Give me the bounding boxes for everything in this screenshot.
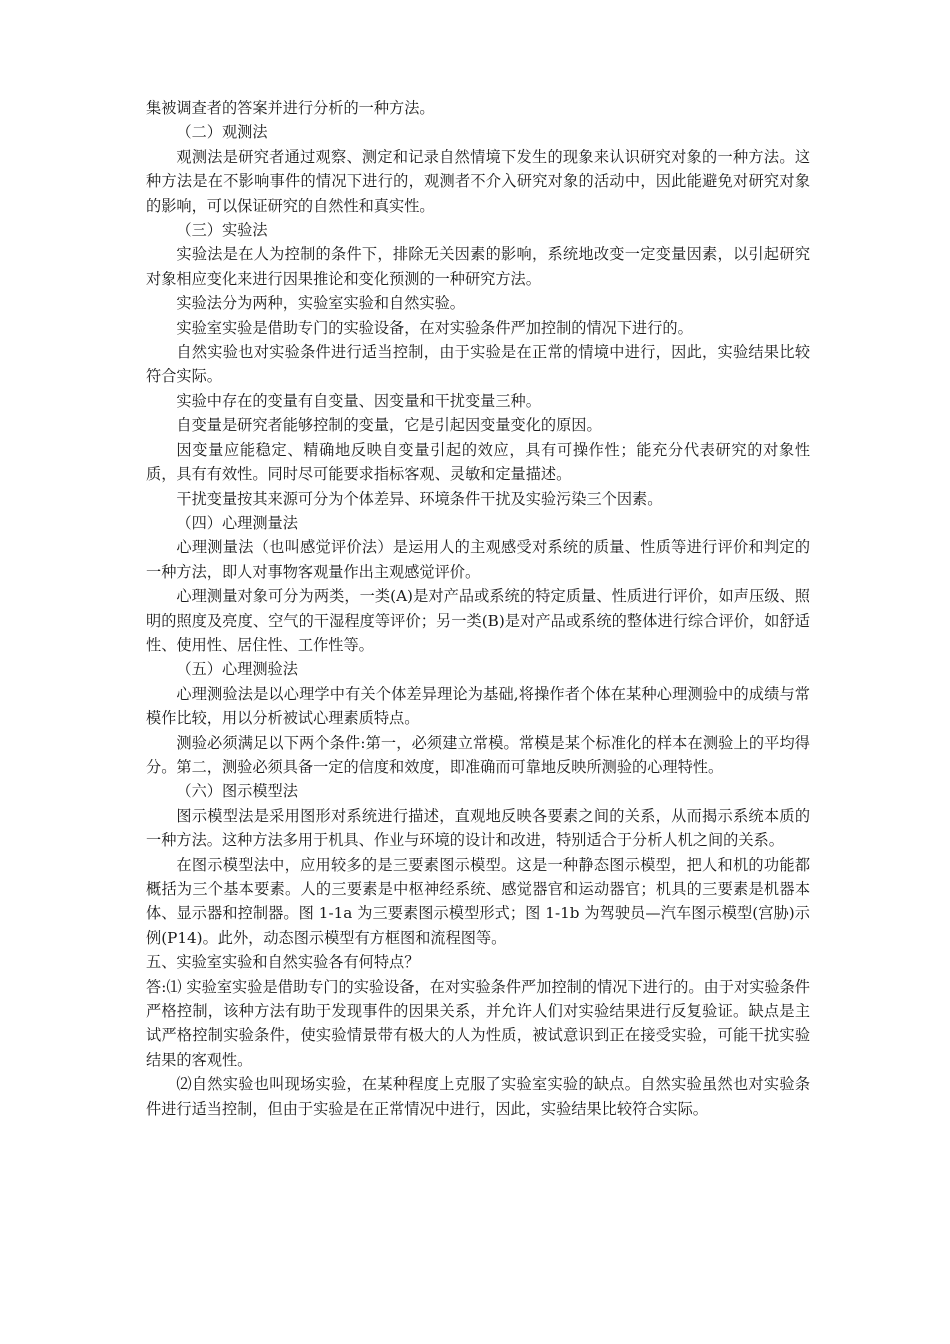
paragraph-continued: 集被调查者的答案并进行分析的一种方法。	[146, 99, 435, 117]
paragraph: 实验室实验是借助专门的实验设备，在对实验条件严加控制的情况下进行的。	[176, 318, 693, 337]
question-heading: 五、实验室实验和自然实验各有何特点？	[146, 953, 420, 972]
paragraph: 干扰变量按其来源可分为个体差异、环境条件干扰及实验污染三个因素。	[176, 489, 663, 508]
paragraph: 心理测量对象可分为两类，一类(A)是对产品或系统的特定质量、性质进行评价，如声压级、照明的照度及亮度、空气的干湿程度等评价；另一类(B)是对产品或系统的整体进行综合评价，如舒适性、使用性、居住性、工作性等。	[146, 587, 810, 654]
paragraph: 自然实验也对实验条件进行适当控制，由于实验是在正常的情境中进行，因此，实验结果比较符合实际。	[146, 343, 810, 386]
paragraph: 观测法是研究者通过观察、测定和记录自然情境下发生的现象来认识研究对象的一种方法。这种方法是在不影响事件的情况下进行的，观测者不介入研究对象的活动中，因此能避免对研究对象的影响，可以保证研究的自然性和真实性。	[146, 147, 810, 215]
paragraph: 心理测验法是以心理学中有关个体差异理论为基础,将操作者个体在某种心理测验中的成绩与常模作比较，用以分析被试心理素质特点。	[146, 684, 810, 728]
answer-paragraph: 答:⑴ 实验室实验是借助专门的实验设备，在对实验条件严加控制的情况下进行的。由于对实验条件严格控制，该种方法有助于发现事件的因果关系，并允许人们对实验结果进行反复验证。缺点是主试严格控制实验条件，使实验情景带有极大的人为性质，被试意识到正在接受实验，可能干扰实验结果的客观性。	[146, 977, 810, 1069]
paragraph: 心理测量法（也叫感觉评价法）是运用人的主观感受对系统的质量、性质等进行评价和判定的一种方法，即人对事物客观量作出主观感觉评价。	[146, 538, 810, 581]
section-heading-psych-measurement: （四）心理测量法	[176, 513, 298, 532]
section-heading-psych-test: （五）心理测验法	[176, 660, 298, 679]
paragraph: 实验法是在人为控制的条件下，排除无关因素的影响，系统地改变一定变量因素，以引起研究对象相应变化来进行因果推论和变化预测的一种研究方法。	[146, 245, 810, 288]
document-page	[146, 96, 810, 1121]
section-heading-graphic-model: （六）图示模型法	[176, 782, 298, 801]
section-heading-experiment: （三）实验法	[176, 221, 268, 240]
paragraph: 图示模型法是采用图形对系统进行描述，直观地反映各要素之间的关系，从而揭示系统本质的一种方法。这种方法多用于机具、作业与环境的设计和改进，特别适合于分析人机之间的关系。	[146, 806, 810, 850]
paragraph: 测验必须满足以下两个条件:第一，必须建立常模。常模是某个标准化的样本在测验上的平均得分。第二，测验必须具备一定的信度和效度，即准确而可靠地反映所测验的心理特性。	[146, 733, 810, 776]
section-heading-observation: （二）观测法	[176, 123, 268, 142]
paragraph: 在图示模型法中，应用较多的是三要素图示模型。这是一种静态图示模型，把人和机的功能都概括为三个基本要素。人的三要素是中枢神经系统、感觉器官和运动器官；机具的三要素是机器本体、显示器和控制器。图 1-1a 为三要素图示模型形式；图 1-1b 为驾驶员—汽车图示模型(宫胁)示例(P14)。此外，动态图示模型有方框图和流程图等。	[146, 855, 810, 947]
paragraph: 实验中存在的变量有自变量、因变量和干扰变量三种。	[176, 391, 541, 410]
paragraph: 自变量是研究者能够控制的变量，它是引起因变量变化的原因。	[176, 416, 602, 435]
paragraph: 实验法分为两种，实验室实验和自然实验。	[176, 294, 465, 313]
paragraph: ⑵自然实验也叫现场实验，在某种程度上克服了实验室实验的缺点。自然实验虽然也对实验条件进行适当控制，但由于实验是在正常情况中进行，因此，实验结果比较符合实际。	[146, 1075, 810, 1118]
paragraph: 因变量应能稳定、精确地反映自变量引起的效应，具有可操作性；能充分代表研究的对象性质，具有有效性。同时尽可能要求指标客观、灵敏和定量描述。	[146, 440, 810, 484]
